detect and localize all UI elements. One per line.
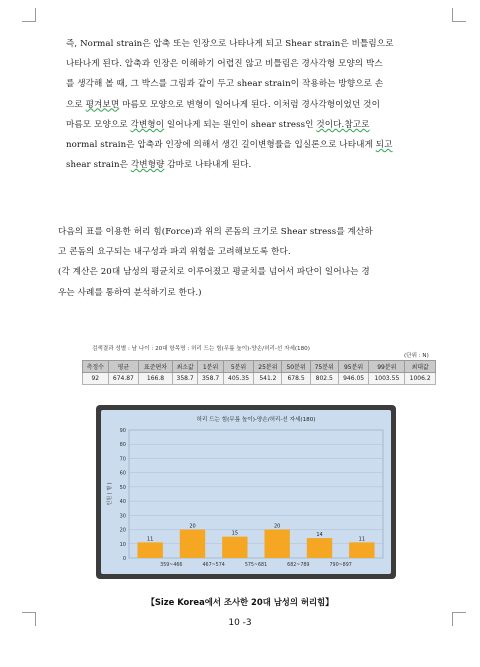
chart-title: 허리 드는 힘(무릎 높이)-양손/허리-선 자세(180) [196,417,316,423]
text-span: normal strain은 압축과 인장에 의해서 생긴 길이변형률을 입실론으로 나타내게 [66,140,376,151]
spellcheck-underlined-word: 되고 [375,140,393,151]
table-cell: 358.7 [198,373,223,385]
y-tick-label: 90 [119,428,126,434]
crop-mark-top-left [22,8,36,22]
table-header-cell: 표준편차 [139,361,173,373]
bar-data-label: 11 [146,536,154,543]
text-line [58,34,446,54]
table-header-cell: 95분위 [338,361,369,373]
text-line [58,135,446,155]
bar [264,530,289,558]
text-line: (각 계산은 20대 남성의 평균치로 이루어졌고 평균치를 넘어서 파단이 일어나는 경 [58,267,370,278]
table-cell: 802.5 [310,373,338,385]
table-cell: 674.87 [108,373,139,385]
chart-panel [101,410,391,574]
text-line [58,74,446,94]
spellcheck-underlined-word: 각변형량 [130,160,165,171]
x-tick-label: 575~681 [244,563,268,568]
x-tick-label: 682~789 [287,563,310,568]
table-cell: 946.05 [338,373,369,385]
y-tick-label: 20 [119,527,126,534]
paragraph-calculation-intro [58,222,446,303]
text-line [58,115,446,135]
text-line: 고 콘돔의 요구되는 내구성과 파괴 위험을 고려해보도록 한다. [58,247,291,258]
y-tick-label: 40 [119,499,126,506]
y-tick-label: 60 [119,470,126,477]
text-span: 마름모 모양으로 변형이 일어나게 된다. 이처럼 경사각형이었던 것이 [119,99,380,110]
y-tick-label: 0 [122,556,126,562]
statistics-table [82,360,436,385]
text-line: 다음의 표를 이용한 허리 힘(Force)과 위의 콘돔의 크기로 Shear stress를 계산하 [58,227,373,237]
bar-data-label: 15 [231,530,239,537]
x-tick-label: 359~466 [160,563,183,568]
text-span: 나타나게 된다. 압축과 인장은 이해하기 어렵진 않고 비틀림은 경사각형 모양의 박스 [66,59,383,70]
table-cell: 541.2 [254,373,282,385]
bar-data-label: 20 [273,523,281,530]
table-row [83,373,436,385]
table-cell: 1006.2 [405,373,436,385]
text-span: 일어나게 되는 원인이 shear stress인 [164,119,317,130]
bar-chart [101,410,391,574]
table-cell: 92 [83,373,109,385]
table-header-cell: 99분위 [369,361,405,373]
text-span: 를 생각해 볼 때, 그 박스를 그림과 같이 두고 shear strain이 작용하는 방향으로 손 [66,79,384,90]
y-tick-label: 10 [119,541,126,548]
bar-data-label: 11 [358,536,366,543]
table-header-cell: 측정수 [83,361,109,373]
text-span: 마름모 모양으로 [66,119,131,130]
text-line [58,54,446,74]
table-header-cell: 25분위 [254,361,282,373]
y-tick-label: 80 [119,442,126,449]
paragraph-strain-explanation [58,34,446,175]
table-cell: 678.5 [282,373,310,385]
table-header-cell: 50분위 [282,361,310,373]
table-header-cell: 1분위 [198,361,223,373]
table-cell: 166.8 [139,373,173,385]
text-line: 우는 사례를 통하여 분석하기로 한다.) [58,287,202,298]
text-line [58,155,446,175]
figure-caption: 【Size Korea에서 조사한 20대 남성의 허리힘】 [146,597,334,607]
page-number: 10 -3 [228,618,252,628]
table-header-cell: 5분위 [223,361,254,373]
table-header-cell: 75분위 [310,361,338,373]
y-axis-label: 인원 ( 명 ) [107,482,113,506]
bar [307,538,332,558]
y-tick-label: 50 [119,484,126,491]
bar [180,530,205,558]
spellcheck-underlined-word: 각변형이 [130,119,165,130]
text-span: shear strain은 [66,160,131,171]
chart-frame [96,405,396,579]
table-cell: 405.35 [223,373,254,385]
table-header-cell: 최대값 [405,361,436,373]
text-span: 감마로 나타내게 된다. [164,160,252,171]
x-tick-label: 467~574 [202,563,225,568]
text-line [58,95,446,115]
table-cell: 358.7 [172,373,198,385]
table-header-row [83,361,436,373]
y-tick-label: 70 [119,456,126,463]
search-result-meta: 검색결과 성별 : 남 나이 : 20대 항목명 : 허리 드는 힘(무릎 높이)-양손/허리-선 자세(180) [92,346,310,352]
table-cell: 1003.55 [369,373,405,385]
table-header-cell: 평균 [108,361,139,373]
text-span: 즉, Normal strain은 압축 또는 인장으로 나타나게 되고 Shear strain은 비틀림으로 [66,39,394,49]
table-header-cell: 최소값 [172,361,198,373]
text-span: 으로 [66,99,86,110]
spellcheck-underlined-word: 평겨보면 [85,99,120,110]
plot-area [129,430,383,558]
bar [222,537,247,558]
bar [137,542,162,558]
unit-label: (단위 : N) [404,353,429,359]
bar [349,542,374,558]
bar-data-label: 20 [189,523,196,530]
bar-data-label: 14 [316,532,323,539]
y-tick-label: 30 [119,513,126,520]
spellcheck-underlined-word: 것이다.참고로 [316,119,370,130]
x-tick-label: 790~897 [329,563,352,568]
crop-mark-top-right [452,8,466,22]
